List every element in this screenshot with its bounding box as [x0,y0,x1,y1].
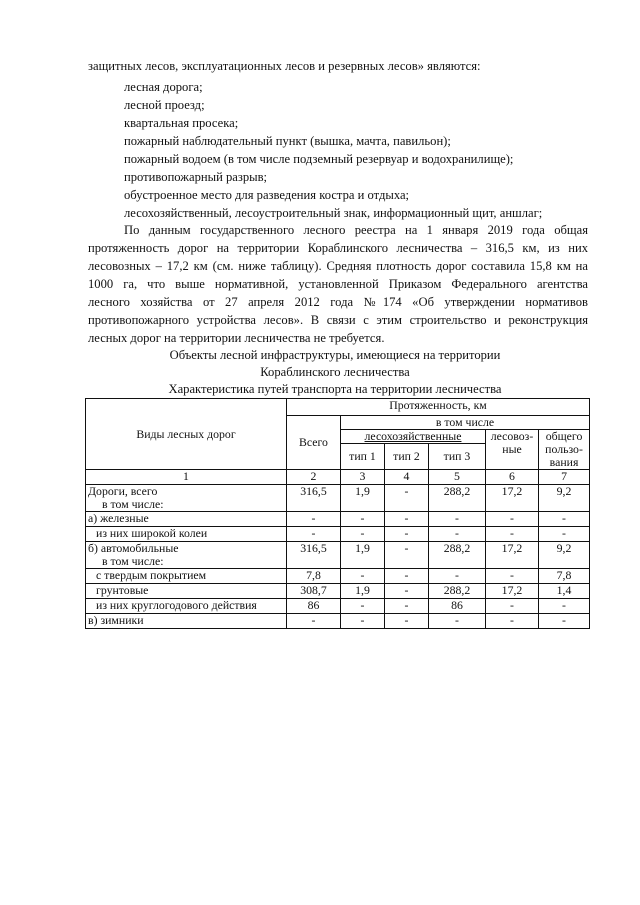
table-row [86,569,590,584]
cell-public: 9,2 [539,485,590,512]
cell-type1: - [341,569,385,584]
cell-type3: 86 [429,599,486,614]
header-logging: лесовоз- ные [486,430,539,470]
roads-table [85,398,590,629]
cell-type2: - [385,584,429,599]
list-item: лесная дорога; [124,80,203,94]
column-number: 1 [86,470,287,485]
paragraph-line: протяженность дорог на территории Кораблинского лесничества – 316,5 км, из них [88,241,588,255]
cell-public: 7,8 [539,569,590,584]
header-length: Протяженность, км [287,399,590,416]
list-item: лесной проезд; [124,98,205,112]
cell-logging: - [486,614,539,629]
table-row [86,485,590,512]
cell-type1: 1,9 [341,584,385,599]
cell-type2: - [385,542,429,569]
cell-total: 86 [287,599,341,614]
column-number: 5 [429,470,486,485]
intro-line: защитных лесов, эксплуатационных лесов и резервных лесов» являются: [88,59,481,73]
cell-total: - [287,512,341,527]
table-row [86,512,590,527]
row-label: с твердым покрытием [86,569,287,584]
cell-total: 7,8 [287,569,341,584]
column-number: 2 [287,470,341,485]
cell-type3: 288,2 [429,542,486,569]
table-row [86,599,590,614]
header-type2: тип 2 [385,444,429,470]
column-number: 6 [486,470,539,485]
cell-total: - [287,527,341,542]
cell-type1: 1,9 [341,542,385,569]
cell-type3: - [429,569,486,584]
cell-total: 316,5 [287,485,341,512]
table-row [86,542,590,569]
header-public: общего пользо- вания [539,430,590,470]
cell-type1: - [341,527,385,542]
header-road-types: Виды лесных дорог [86,399,287,470]
cell-logging: - [486,512,539,527]
cell-type1: 1,9 [341,485,385,512]
cell-public: 1,4 [539,584,590,599]
list-item: лесохозяйственный, лесоустроительный знак, информационный щит, аншлаг; [124,206,543,220]
column-numbers-row [86,470,590,485]
cell-type1: - [341,599,385,614]
list-item: пожарный водоем (в том числе подземный резервуар и водохранилище); [124,152,514,166]
table-title-line: Кораблинского лесничества [260,365,410,379]
paragraph-line: лесных дорог на территории лесничества не требуется. [88,331,385,345]
column-number: 4 [385,470,429,485]
column-number: 7 [539,470,590,485]
cell-type2: - [385,485,429,512]
cell-type3: 288,2 [429,584,486,599]
cell-type2: - [385,512,429,527]
cell-type2: - [385,569,429,584]
cell-type3: - [429,527,486,542]
cell-public: - [539,599,590,614]
cell-type1: - [341,512,385,527]
cell-logging: - [486,527,539,542]
row-label-text: б) автомобильные [88,541,179,555]
cell-type2: - [385,527,429,542]
paragraph-line: лесного хозяйства от 27 апреля 2012 года №174 «Об утверждении нормативов [88,295,588,309]
table-row [86,614,590,629]
cell-total: 316,5 [287,542,341,569]
table-title-line: Объекты лесной инфраструктуры, имеющиеся на территории [169,348,501,362]
cell-public: - [539,512,590,527]
table-row [86,584,590,599]
row-label-text: Дороги, всего [88,484,158,498]
cell-logging: 17,2 [486,542,539,569]
list-item: квартальная просека; [124,116,239,130]
row-sublabel: в том числе: [102,497,164,511]
row-label [86,485,287,512]
list-item: противопожарный разрыв; [124,170,268,184]
table-caption: Характеристика путей транспорта на территории лесничества [168,382,502,396]
row-label: а) железные [86,512,287,527]
header-type3: тип 3 [429,444,486,470]
cell-type2: - [385,614,429,629]
cell-total: 308,7 [287,584,341,599]
cell-type3: 288,2 [429,485,486,512]
header-total: Всего [287,416,341,470]
paragraph-line: 1000 га, что выше нормативной, установленной Приказом Федерального агентства [88,277,588,291]
row-label: из них широкой колеи [86,527,287,542]
column-number: 3 [341,470,385,485]
cell-logging: 17,2 [486,485,539,512]
list-item: обустроенное место для разведения костра и отдыха; [124,188,410,202]
cell-type3: - [429,512,486,527]
paragraph-line: противопожарного устройства лесов». В связи с этим строительство и реконструкция [88,313,588,327]
cell-public: - [539,614,590,629]
row-sublabel: в том числе: [102,554,164,568]
header-type1: тип 1 [341,444,385,470]
cell-total: - [287,614,341,629]
row-label [86,542,287,569]
header-including: в том числе [341,416,590,430]
cell-type3: - [429,614,486,629]
cell-type2: - [385,599,429,614]
cell-public: - [539,527,590,542]
paragraph-line: По данным государственного лесного реестра на 1 января 2019 года общая [124,223,588,237]
row-label: из них круглогодового действия [86,599,287,614]
row-label: в) зимники [86,614,287,629]
list-item: пожарный наблюдательный пункт (вышка, мачта, павильон); [124,134,451,148]
row-label: грунтовые [86,584,287,599]
cell-public: 9,2 [539,542,590,569]
header-forestry: лесохозяйственные [341,430,486,444]
paragraph-line: лесовозных – 17,2 км (см. ниже таблицу). Средняя плотность дорог составила 15,8 км на [88,259,588,273]
cell-logging: - [486,569,539,584]
cell-type1: - [341,614,385,629]
cell-logging: - [486,599,539,614]
table-row [86,527,590,542]
cell-logging: 17,2 [486,584,539,599]
